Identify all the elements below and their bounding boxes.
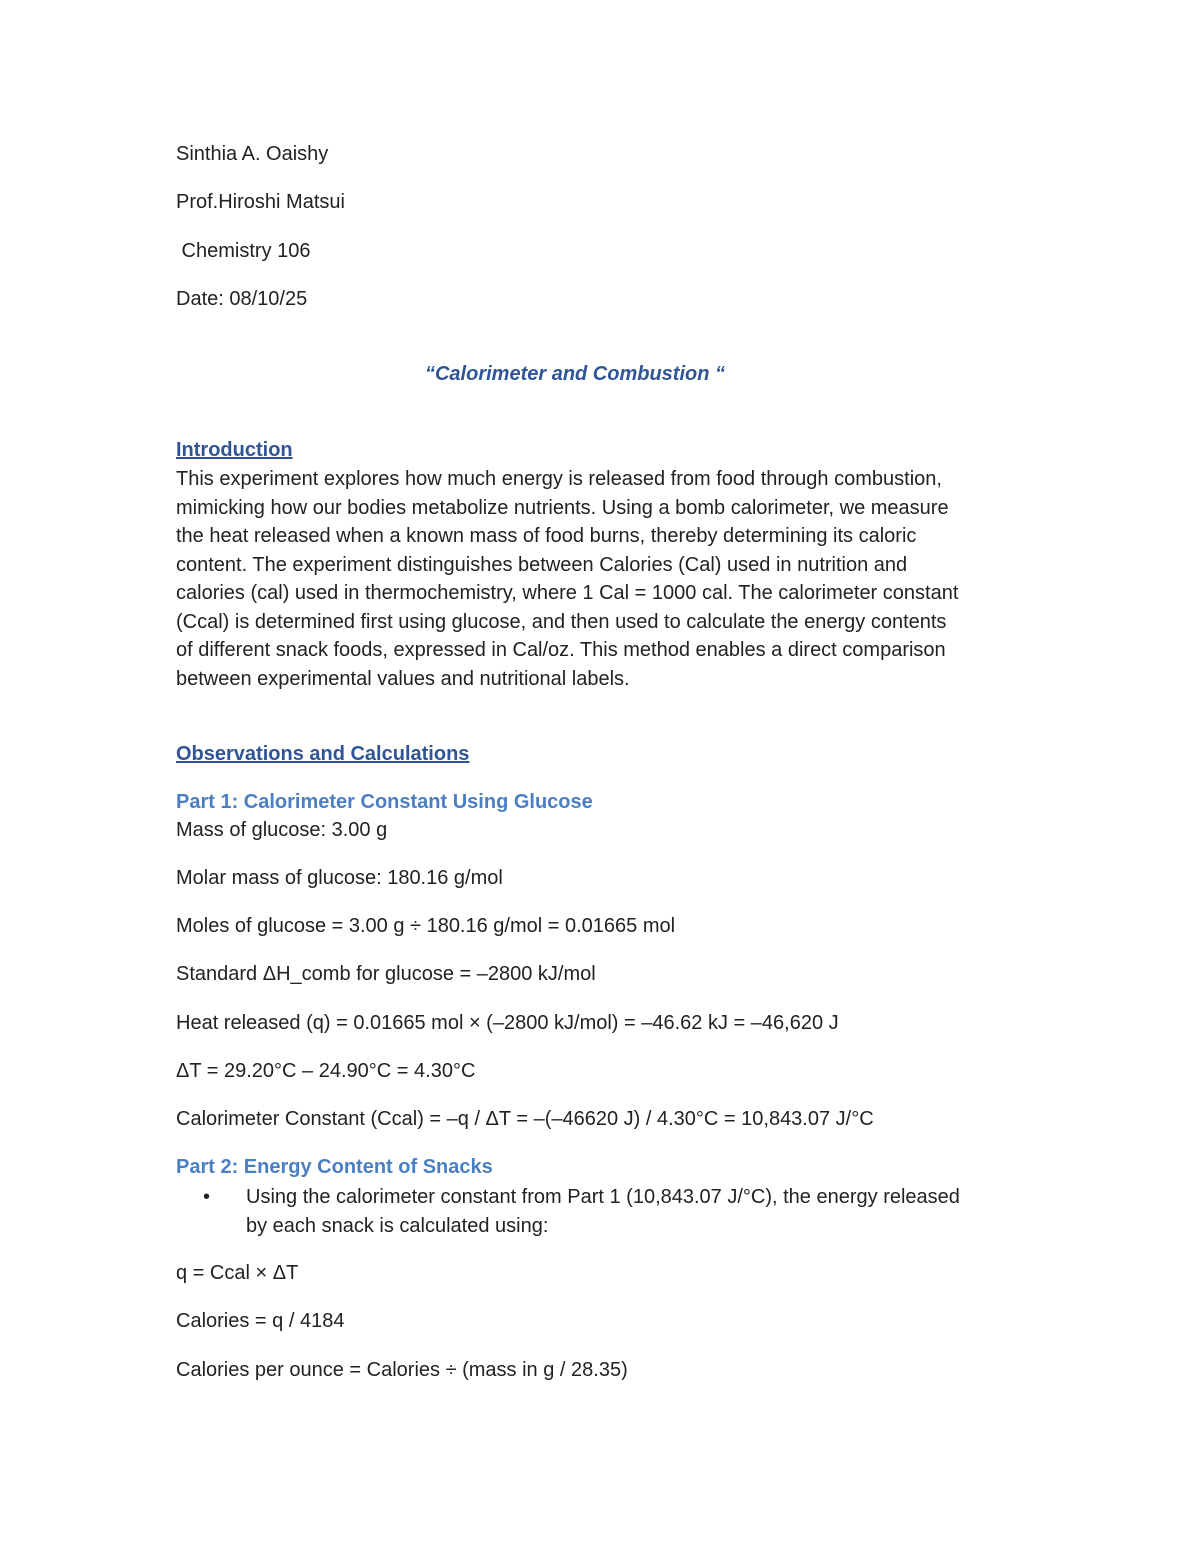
observations-heading: Observations and Calculations [176, 743, 470, 765]
course-name: Chemistry 106 [176, 240, 311, 262]
formula-calories: Calories = q / 4184 [176, 1310, 345, 1332]
bullet-line: by each snack is calculated using: [246, 1214, 549, 1237]
glucose-molar-mass: Molar mass of glucose: 180.16 g/mol [176, 867, 503, 889]
introduction-paragraph [176, 465, 1036, 693]
glucose-enthalpy: Standard ΔH_comb for glucose = –2800 kJ/mol [176, 963, 596, 985]
glucose-mass: Mass of glucose: 3.00 g [176, 819, 388, 841]
document-title: “Calorimeter and Combustion “ [424, 363, 726, 385]
paragraph-line: mimicking how our bodies metabolize nutrients. Using a bomb calorimeter, we measure [176, 496, 949, 519]
paragraph-line: calories (cal) used in thermochemistry, where 1 Cal = 1000 cal. The calorimeter constant [176, 582, 959, 604]
report-date: Date: 08/10/25 [176, 288, 308, 310]
paragraph-line: This experiment explores how much energy is released from food through combustion, [176, 468, 942, 490]
professor-name: Prof.Hiroshi Matsui [176, 191, 345, 213]
glucose-moles: Moles of glucose = 3.00 g ÷ 180.16 g/mol = 0.01665 mol [176, 915, 676, 937]
part2-heading: Part 2: Energy Content of Snacks [176, 1156, 493, 1178]
part1-heading: Part 1: Calorimeter Constant Using Glucose [176, 791, 593, 813]
formula-q: q = Ccal × ΔT [176, 1262, 299, 1284]
bullet-marker: • [203, 1186, 211, 1208]
bullet-item [246, 1183, 1046, 1240]
paragraph-line: of different snack foods, expressed in Cal/oz. This method enables a direct comparison [176, 639, 946, 661]
bullet-line: Using the calorimeter constant from Part 1 (10,843.07 J/°C), the energy released [246, 1186, 960, 1208]
introduction-heading: Introduction [176, 439, 293, 461]
author-name: Sinthia A. Oaishy [176, 143, 329, 165]
paragraph-line: between experimental values and nutritional labels. [176, 667, 630, 690]
paragraph-line: content. The experiment distinguishes between Calories (Cal) used in nutrition and [176, 553, 908, 576]
paragraph-line: the heat released when a known mass of food burns, thereby determining its caloric [176, 525, 917, 547]
heat-released: Heat released (q) = 0.01665 mol × (–2800 kJ/mol) = –46.62 kJ = –46,620 J [176, 1012, 839, 1034]
formula-calories-per-ounce: Calories per ounce = Calories ÷ (mass in g / 28.35) [176, 1359, 628, 1381]
paragraph-line: (Ccal) is determined first using glucose, and then used to calculate the energy contents [176, 610, 947, 633]
delta-temperature: ΔT = 29.20°C – 24.90°C = 4.30°C [176, 1060, 476, 1082]
calorimeter-constant: Calorimeter Constant (Ccal) = –q / ΔT = –(–46620 J) / 4.30°C = 10,843.07 J/°C [176, 1108, 874, 1130]
